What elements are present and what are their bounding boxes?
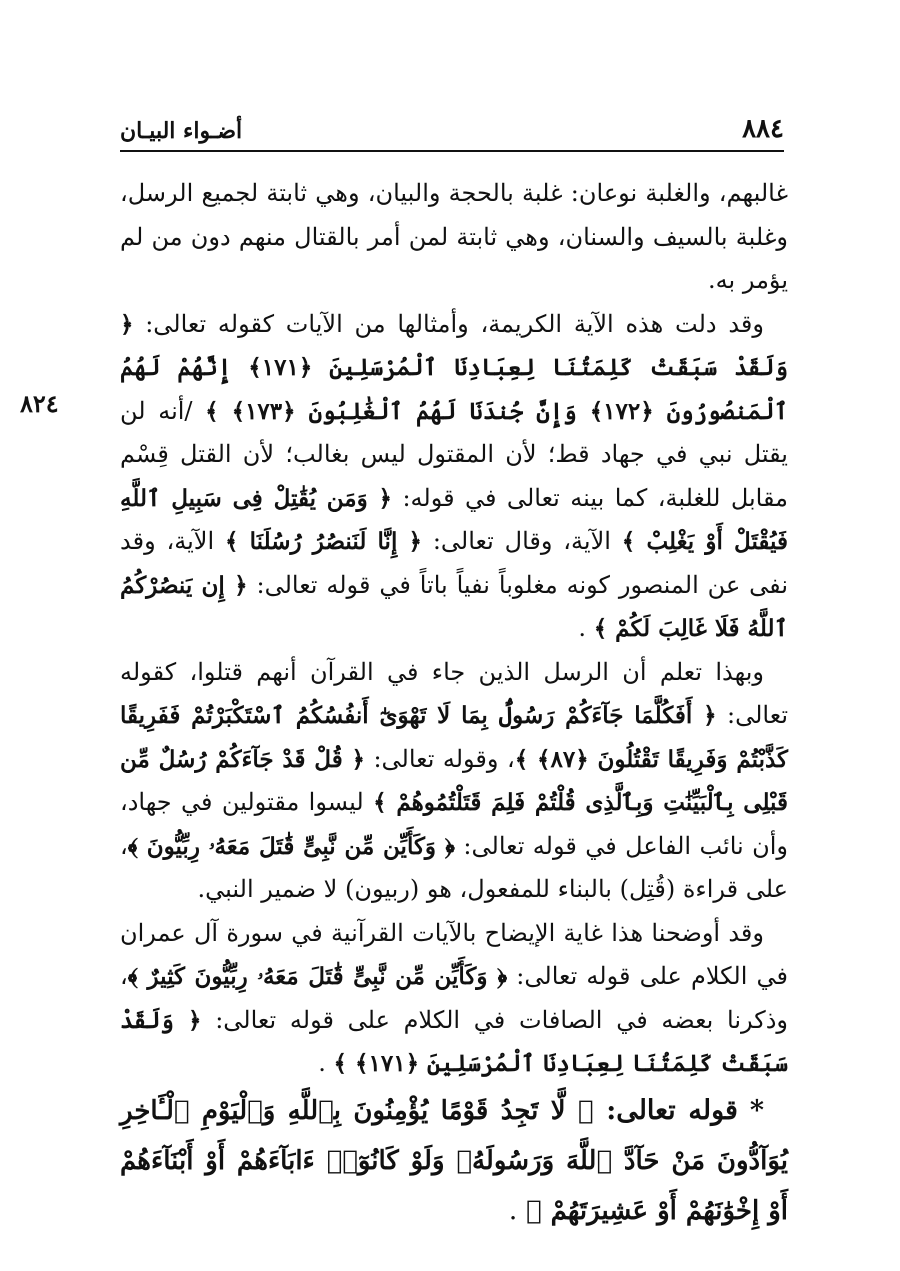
paragraph-text: . [578, 614, 594, 642]
quran-verse: ﴿ وَلَقَدْ سَبَقَتْ كَلِمَتُنَا لِعِبَادِنَا ٱلْمُرْسَلِينَ ﴿١٧١﴾ إِنَّهُمْ لَهُمُ ٱلْمَنصُورُونَ ﴿١٧٢﴾ وَإِنَّ جُندَنَا لَهُمُ ٱلْغَٰلِبُونَ ﴿١٧٣﴾ ﴾ [120, 310, 788, 425]
paragraph-text: الآية، وقد نفى عن المنصور كونه مغلوباً نفياً باتاً في قوله تعالى: [120, 527, 788, 599]
quran-verse: ﴿ وَكَأَيِّن مِّن نَّبِىٍّ قَٰتَلَ مَعَهُۥ رِبِّيُّونَ ﴾ [127, 832, 456, 860]
section-lead: قوله تعالى: [593, 1094, 738, 1126]
paragraph-2 [120, 303, 788, 651]
section-star: * [749, 1094, 764, 1126]
quran-verse: ﴿ لَّا تَجِدُ قَوْمًا يُؤْمِنُونَ بِٱللَّهِ وَٱلْيَوْمِ ٱلْـَٔاخِرِ يُوَآدُّونَ مَنْ حَآدَّ ٱللَّهَ وَرَسُولَهُۥ وَلَوْ كَانُوٓا۟ ءَابَآءَهُمْ أَوْ أَبْنَآءَهُمْ أَوْ إِخْوَٰنَهُمْ أَوْ عَشِيرَتَهُمْ ﴾ [120, 1095, 788, 1226]
paragraph-text: . [318, 1049, 334, 1077]
paragraph-1 [120, 172, 788, 303]
margin-page-marker: ٨٢٤ [20, 389, 59, 418]
paragraph-4 [120, 912, 788, 1086]
paragraph-text: ، وذكرنا بعضه في الصافات في الكلام على قوله تعالى: [120, 962, 788, 1034]
paragraph-text: وبهذا تعلم أن الرسل الذين جاء في القرآن أنهم قتلوا، كقوله تعالى: [120, 657, 788, 729]
quran-verse: ﴿ قُلْ قَدْ جَآءَكُمْ رُسُلٌ مِّن قَبْلِى بِٱلْبَيِّنَٰتِ وَبِٱلَّذِى قُلْتُمْ فَلِمَ قَتَلْتُمُوهُمْ ﴾ [120, 745, 788, 816]
page-body [120, 172, 788, 1236]
paragraph-text: ، على قراءة (قُتِل) بالبناء للمفعول، هو (ربيون) لا ضمير النبي. [120, 831, 788, 903]
paragraph-text: وقد أوضحنا هذا غاية الإيضاح بالآيات القرآنية في سورة آل عمران في الكلام على قوله تعالى: [120, 918, 789, 990]
paragraph-text: /أنه لن يقتل نبي في جهاد قط؛ لأن المقتول ليس بغالب؛ لأن القتل قِسْم مقابل للغلبة، كما بينه تعالى في قوله: [120, 396, 788, 512]
page-header [120, 112, 784, 152]
paragraph-text: . [508, 1194, 526, 1226]
quran-verse: ﴿ وَكَأَيِّن مِّن نَّبِىٍّ قَٰتَلَ مَعَهُۥ رِبِّيُّونَ كَثِيرٌ ﴾ [127, 963, 508, 990]
paragraph-text: ، وقوله تعالى: [365, 744, 515, 773]
quran-verse: ﴿ إِنَّا لَنَنصُرُ رُسُلَنَا ﴾ [224, 528, 423, 555]
quran-verse: ﴿ أَفَكُلَّمَا جَآءَكُمْ رَسُولٌۢ بِمَا لَا تَهْوَىٰٓ أَنفُسُكُمُ ٱسْتَكْبَرْتُمْ فَفَرِيقًا كَذَّبْتُمْ وَفَرِيقًا تَقْتُلُونَ ﴿٨٧﴾ ﴾ [120, 702, 788, 773]
quran-verse: ﴿ وَلَقَدْ سَبَقَتْ كَلِمَتُنَا لِعِبَادِنَا ٱلْمُرْسَلِينَ ﴿١٧١﴾ ﴾ [120, 1006, 788, 1077]
section-heading-verse [120, 1086, 788, 1236]
paragraph-text: غالبهم، والغلبة نوعان: غلبة بالحجة والبيان، وهي ثابتة لجميع الرسل، وغلبة بالسيف والسنان، وهي ثابتة لمن أمر بالقتال منهم دون من لم يؤمر به. [120, 179, 788, 294]
paragraph-text: وقد دلت هذه الآية الكريمة، وأمثالها من الآيات كقوله تعالى: [133, 309, 764, 338]
page-number: ٨٨٤ [742, 114, 784, 144]
paragraph-text: ليسوا مقتولين في جهاد، وأن نائب الفاعل في قوله تعالى: [120, 788, 788, 860]
quran-verse: ﴿ إِن يَنصُرْكُمُ ٱللَّهُ فَلَا غَالِبَ لَكُمْ ﴾ [120, 571, 788, 642]
paragraph-text: الآية، وقال تعالى: [422, 527, 622, 555]
paragraph-3 [120, 651, 788, 912]
book-title: أضـواء البيـان [120, 118, 243, 144]
quran-verse: ﴿ وَمَن يُقَٰتِلْ فِى سَبِيلِ ٱللَّهِ فَيُقْتَلْ أَوْ يَغْلِبْ ﴾ [120, 484, 788, 555]
